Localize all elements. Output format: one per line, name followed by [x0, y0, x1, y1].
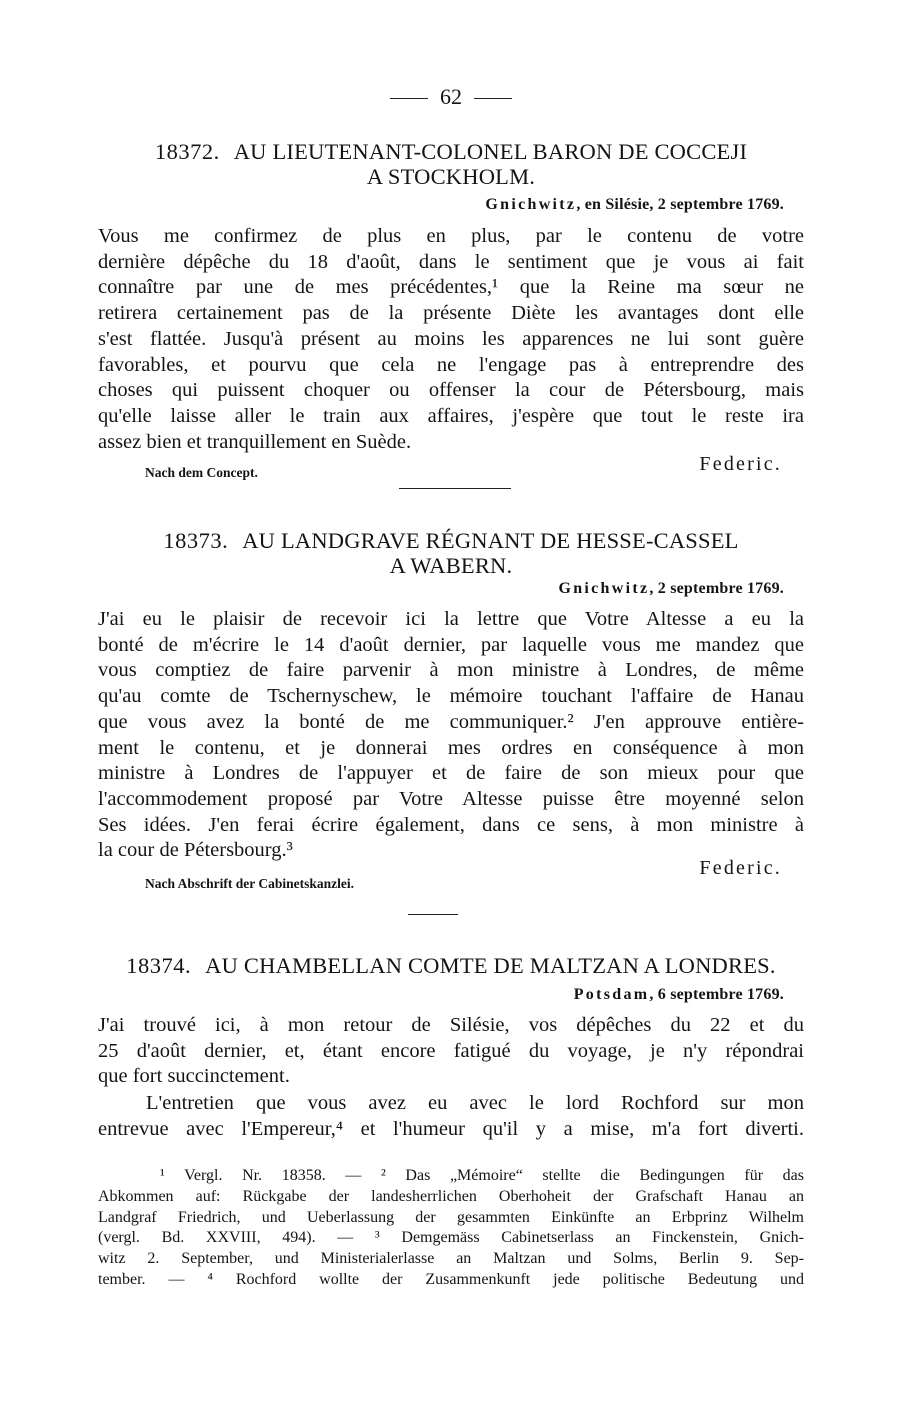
footnote-line: ¹ Vergl. Nr. 18358. — ² Das „Mémoire“ stellte die Bedingungen für das	[160, 1167, 804, 1184]
letter-title-line2: A WABERN.	[389, 553, 513, 578]
body-line: ministre à Londres de l'appuyer et de faire de son mieux pour que	[98, 762, 804, 785]
body-line: bonté de m'écrire le 14 d'août dernier, par laquelle vous me mandez que	[98, 633, 804, 656]
body-line: 25 d'août dernier, et, étant encore fatigué du voyage, je n'y répondrai	[98, 1039, 804, 1062]
letter-title: AU LIEUTENANT-COLONEL BARON DE COCCEJI	[233, 139, 748, 164]
letter-dateline	[485, 196, 784, 214]
letter-body-18374-paragraph-2	[146, 1091, 804, 1117]
body-line: que fort succinctement.	[98, 1065, 290, 1088]
body-line: ment le contenu, et je donnerai mes ordres en conséquence à mon	[98, 736, 804, 759]
body-line: qu'au comte de Tschernyschew, le mémoire touchant l'affaire de Hanau	[98, 685, 804, 708]
body-line: J'ai trouvé ici, à mon retour de Silésie, vos dépêches du 22 et du	[98, 1014, 804, 1036]
body-line: connaître par une de mes précédentes,¹ que la Reine ma sœur ne	[98, 276, 804, 299]
letter-dateline	[558, 580, 784, 598]
letter-title: AU CHAMBELLAN COMTE DE MALTZAN A LONDRES.	[205, 953, 776, 978]
body-line: retirera certainement pas de la présente Diète les avantages dont elle	[98, 302, 804, 325]
signature: Federic.	[699, 857, 782, 879]
body-line: Ses idées. J'en ferai écrire également, dans ce sens, à mon ministre à	[98, 813, 804, 836]
body-line: s'est flattée. Jusqu'à présent au moins les apparences ne lui sont guère	[98, 327, 804, 350]
footnotes	[98, 1166, 804, 1291]
date-place: Potsdam	[573, 986, 650, 1003]
letter-number: 18372.	[154, 139, 220, 164]
body-line: l'accommodement proposé par Votre Altesse puisse être moyenné selon	[98, 787, 804, 810]
page-number: 62	[440, 84, 462, 109]
footnote-line: Landgraf Friedrich, und Ueberlassung der gesammten Einkünfte an Erbprinz Wilhelm	[98, 1208, 804, 1226]
letter-title-line2: A STOCKHOLM.	[366, 164, 536, 189]
body-line: choses qui puissent choquer ou offenser la cour de Pétersbourg, mais	[98, 379, 804, 402]
body-line: favorables, et pourvu que cela ne l'engage pas à entreprendre des	[98, 353, 804, 376]
footnote-line: tember. — ⁴ Rochford wollte der Zusammenkunft jede politische Bedeutung und	[98, 1270, 804, 1288]
letter-number: 18374.	[126, 953, 192, 978]
section-divider	[399, 488, 511, 489]
footnote-line: witz 2. September, und Ministerialerlasse an Maltzan und Solms, Berlin 9. Sep-	[98, 1250, 804, 1268]
source-note: Nach dem Concept.	[145, 465, 258, 480]
letter-heading-18373	[98, 528, 804, 553]
body-line: vous comptiez de faire parvenir à mon ministre à Londres, de même	[98, 659, 804, 682]
letter-title: AU LANDGRAVE RÉGNANT DE HESSE-CASSEL	[242, 528, 739, 553]
date-rest: , 2 septembre 1769.	[649, 580, 784, 597]
letter-body-18373	[98, 607, 804, 864]
date-place: Gnichwitz	[485, 196, 577, 213]
body-line: J'ai eu le plaisir de recevoir ici la lettre que Votre Altesse a eu la	[98, 608, 804, 630]
right-dash	[474, 98, 512, 99]
date-rest: , 6 septembre 1769.	[649, 986, 784, 1003]
letter-body-18372	[98, 224, 804, 455]
letter-recipient-place	[98, 553, 804, 578]
body-line: la cour de Pétersbourg.³	[98, 839, 293, 862]
date-rest: , en Silésie, 2 septembre 1769.	[576, 196, 784, 213]
footnote-line: (vergl. Bd. XXVIII, 494). — ³ Demgemäss Cabinetserlass an Finckenstein, Gnich-	[98, 1229, 804, 1247]
section-divider	[408, 914, 458, 915]
left-dash	[390, 98, 428, 99]
page-number-header	[98, 84, 804, 110]
letter-body-18374-paragraph-2-cont	[98, 1117, 804, 1143]
letter-recipient-place	[98, 164, 804, 189]
date-place: Gnichwitz	[558, 580, 650, 597]
letter-heading-18372	[98, 139, 804, 164]
body-line: L'entretien que vous avez eu avec le lord Rochford sur mon	[146, 1092, 804, 1114]
source-note: Nach Abschrift der Cabinetskanzlei.	[145, 876, 355, 891]
body-line: assez bien et tranquillement en Suède.	[98, 430, 412, 453]
footnote-line: Abkommen auf: Rückgabe der landesherrlichen Oberhoheit der Grafschaft Hanau an	[98, 1187, 804, 1205]
letter-dateline	[574, 986, 784, 1004]
body-line: que vous avez la bonté de me communiquer.² J'en approuve entière-	[98, 710, 804, 733]
body-line: Vous me confirmez de plus en plus, par le contenu de votre	[98, 225, 804, 247]
letter-number: 18373.	[163, 528, 229, 553]
letter-heading-18374	[98, 953, 804, 978]
letter-body-18374	[98, 1013, 804, 1090]
body-line: entrevue avec l'Empereur,⁴ et l'humeur qu'il y a mise, m'a fort diverti.	[98, 1118, 804, 1140]
signature: Federic.	[699, 453, 782, 475]
body-line: dernière dépêche du 18 d'août, dans le sentiment que je vous ai fait	[98, 250, 804, 273]
body-line: qu'elle laisse aller le train aux affaires, j'espère que tout le reste ira	[98, 404, 804, 427]
